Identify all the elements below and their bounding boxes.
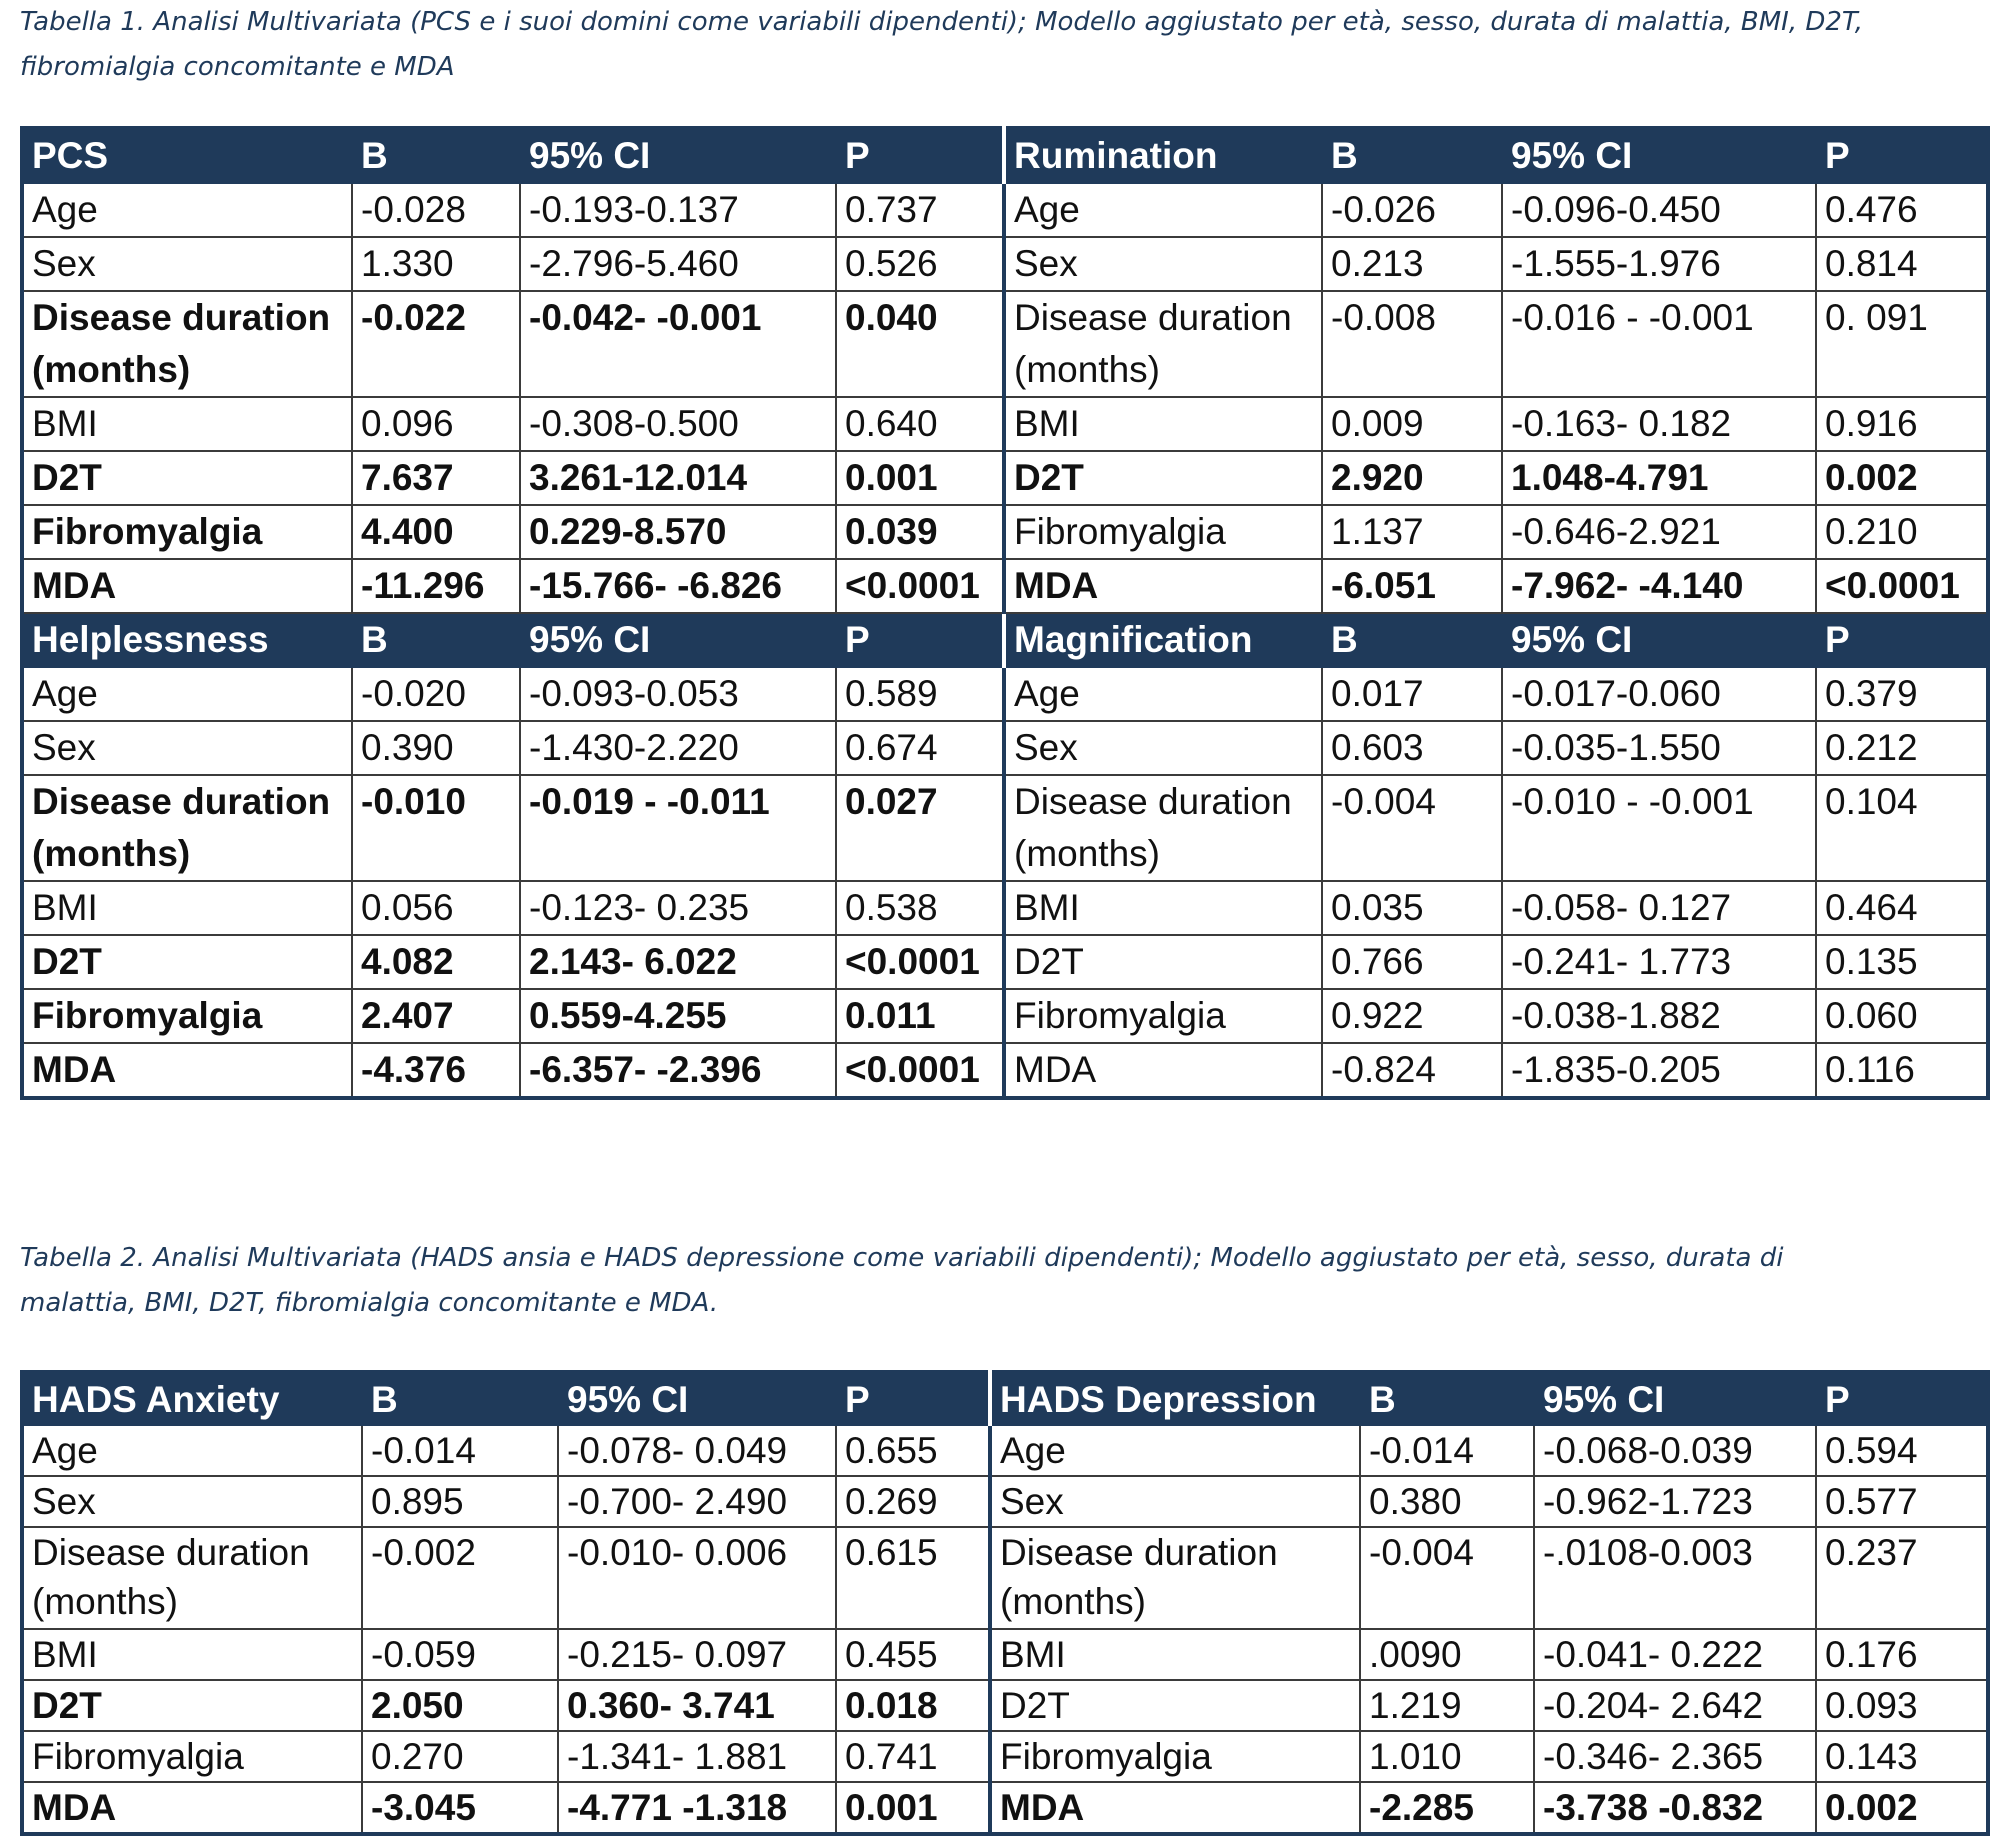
header-outcome: Magnification xyxy=(1004,613,1322,667)
table-row xyxy=(22,291,1988,397)
header-cell: 95% CI xyxy=(1502,128,1816,183)
value-cell: -0.016 - -0.001 xyxy=(1502,291,1816,397)
value-cell: 0.464 xyxy=(1816,881,1988,935)
row-label: BMI xyxy=(990,1629,1360,1680)
header-cell: P xyxy=(836,128,1004,183)
table-header-row xyxy=(22,1372,1988,1425)
value-cell: 0.379 xyxy=(1816,667,1988,721)
value-cell: -0.193-0.137 xyxy=(520,183,836,237)
value-cell: 0.104 xyxy=(1816,775,1988,881)
value-cell: <0.0001 xyxy=(836,935,1004,989)
value-cell: 0.017 xyxy=(1322,667,1502,721)
value-cell: -0.058- 0.127 xyxy=(1502,881,1816,935)
value-cell: -0.022 xyxy=(352,291,520,397)
value-cell: 0.176 xyxy=(1816,1629,1988,1680)
value-cell: 0.039 xyxy=(836,505,1004,559)
row-label: BMI xyxy=(22,397,352,451)
value-cell: 0.380 xyxy=(1360,1476,1534,1527)
value-cell: 0.615 xyxy=(836,1527,990,1629)
value-cell: -4.771 -1.318 xyxy=(558,1782,836,1834)
table1-multivariate-pcs xyxy=(20,126,1990,1100)
row-label: MDA xyxy=(1004,559,1322,613)
table-header-row xyxy=(22,613,1988,667)
value-cell: -0.059 xyxy=(362,1629,558,1680)
row-label: D2T xyxy=(1004,451,1322,505)
header-cell: 95% CI xyxy=(520,128,836,183)
header-outcome: Helplessness xyxy=(22,613,352,667)
table-row xyxy=(22,775,1988,881)
value-cell: 0.476 xyxy=(1816,183,1988,237)
row-label: MDA xyxy=(22,1782,362,1834)
row-label: Fibromyalgia xyxy=(990,1731,1360,1782)
value-cell: -0.010- 0.006 xyxy=(558,1527,836,1629)
header-cell: B xyxy=(1322,128,1502,183)
header-cell: B xyxy=(362,1372,558,1425)
value-cell: -0.019 - -0.011 xyxy=(520,775,836,881)
value-cell: -1.430-2.220 xyxy=(520,721,836,775)
value-cell: -1.341- 1.881 xyxy=(558,1731,836,1782)
header-cell: 95% CI xyxy=(1534,1372,1816,1425)
row-label: Disease duration (months) xyxy=(22,1527,362,1629)
table-row xyxy=(22,935,1988,989)
row-label: Fibromyalgia xyxy=(22,505,352,559)
value-cell: -2.285 xyxy=(1360,1782,1534,1834)
value-cell: 0.040 xyxy=(836,291,1004,397)
value-cell: -7.962- -4.140 xyxy=(1502,559,1816,613)
table-row xyxy=(22,1680,1988,1731)
value-cell: 0.096 xyxy=(352,397,520,451)
row-label: D2T xyxy=(1004,935,1322,989)
value-cell: -1.555-1.976 xyxy=(1502,237,1816,291)
header-cell: P xyxy=(836,613,1004,667)
row-label: Age xyxy=(22,667,352,721)
value-cell: 0.640 xyxy=(836,397,1004,451)
table-row xyxy=(22,721,1988,775)
table-row xyxy=(22,1731,1988,1782)
value-cell: 2.050 xyxy=(362,1680,558,1731)
value-cell: 0.060 xyxy=(1816,989,1988,1043)
value-cell: -.0108-0.003 xyxy=(1534,1527,1816,1629)
value-cell: 0.455 xyxy=(836,1629,990,1680)
row-label: Disease duration (months) xyxy=(1004,775,1322,881)
value-cell: 0.538 xyxy=(836,881,1004,935)
value-cell: -0.026 xyxy=(1322,183,1502,237)
header-cell: P xyxy=(836,1372,990,1425)
row-label: Disease duration (months) xyxy=(990,1527,1360,1629)
value-cell: 0.210 xyxy=(1816,505,1988,559)
value-cell: -0.215- 0.097 xyxy=(558,1629,836,1680)
value-cell: -0.096-0.450 xyxy=(1502,183,1816,237)
value-cell: -0.014 xyxy=(1360,1425,1534,1476)
value-cell: 3.261-12.014 xyxy=(520,451,836,505)
value-cell: -0.068-0.039 xyxy=(1534,1425,1816,1476)
header-cell: B xyxy=(1322,613,1502,667)
value-cell: -0.004 xyxy=(1322,775,1502,881)
value-cell: 7.637 xyxy=(352,451,520,505)
table1-caption: Tabella 1. Analisi Multivariata (PCS e i suoi domini come variabili dipendenti); Modello aggiustato per età, sesso, durata di malattia, BMI, D2T, fibromialgia concomitante e MDA xyxy=(20,7,1863,82)
value-cell: 0.056 xyxy=(352,881,520,935)
value-cell: -0.308-0.500 xyxy=(520,397,836,451)
header-outcome: PCS xyxy=(22,128,352,183)
value-cell: -0.014 xyxy=(362,1425,558,1476)
value-cell: -0.123- 0.235 xyxy=(520,881,836,935)
row-label: Sex xyxy=(990,1476,1360,1527)
table-row xyxy=(22,1782,1988,1834)
value-cell: -6.357- -2.396 xyxy=(520,1043,836,1098)
header-outcome: Rumination xyxy=(1004,128,1322,183)
value-cell: -0.020 xyxy=(352,667,520,721)
value-cell: 0.814 xyxy=(1816,237,1988,291)
table-row xyxy=(22,881,1988,935)
value-cell: 0.577 xyxy=(1816,1476,1988,1527)
value-cell: 4.082 xyxy=(352,935,520,989)
value-cell: -0.078- 0.049 xyxy=(558,1425,836,1476)
table-row xyxy=(22,505,1988,559)
header-cell: B xyxy=(1360,1372,1534,1425)
value-cell: -0.042- -0.001 xyxy=(520,291,836,397)
row-label: MDA xyxy=(22,1043,352,1098)
header-cell: P xyxy=(1816,613,1988,667)
row-label: Fibromyalgia xyxy=(1004,989,1322,1043)
value-cell: 0.212 xyxy=(1816,721,1988,775)
value-cell: 0.011 xyxy=(836,989,1004,1043)
row-label: MDA xyxy=(990,1782,1360,1834)
row-label: BMI xyxy=(22,881,352,935)
value-cell: -0.346- 2.365 xyxy=(1534,1731,1816,1782)
table-row xyxy=(22,1476,1988,1527)
value-cell: 0.001 xyxy=(836,1782,990,1834)
value-cell: .0090 xyxy=(1360,1629,1534,1680)
table-row xyxy=(22,989,1988,1043)
table2-multivariate-hads xyxy=(20,1370,1990,1836)
table-row xyxy=(22,451,1988,505)
row-label: Sex xyxy=(1004,721,1322,775)
value-cell: -6.051 xyxy=(1322,559,1502,613)
value-cell: 0.737 xyxy=(836,183,1004,237)
table-row xyxy=(22,1425,1988,1476)
value-cell: 0.018 xyxy=(836,1680,990,1731)
value-cell: -0.093-0.053 xyxy=(520,667,836,721)
value-cell: 2.407 xyxy=(352,989,520,1043)
value-cell: 0.002 xyxy=(1816,1782,1988,1834)
row-label: Fibromyalgia xyxy=(22,989,352,1043)
table2-caption: Tabella 2. Analisi Multivariata (HADS ansia e HADS depressione come variabili dipendenti); Modello aggiustato per età, sesso, durata di malattia, BMI, D2T, fibromialgia concomitante e MDA. xyxy=(20,1243,1784,1318)
row-label: Sex xyxy=(22,721,352,775)
value-cell: 0.922 xyxy=(1322,989,1502,1043)
value-cell: 0.237 xyxy=(1816,1527,1988,1629)
value-cell: -3.045 xyxy=(362,1782,558,1834)
row-label: Disease duration (months) xyxy=(22,291,352,397)
value-cell: -0.004 xyxy=(1360,1527,1534,1629)
row-label: D2T xyxy=(22,935,352,989)
value-cell: -0.163- 0.182 xyxy=(1502,397,1816,451)
table-row xyxy=(22,667,1988,721)
value-cell: <0.0001 xyxy=(836,559,1004,613)
value-cell: 0.135 xyxy=(1816,935,1988,989)
row-label: MDA xyxy=(22,559,352,613)
value-cell: -0.017-0.060 xyxy=(1502,667,1816,721)
value-cell: -0.038-1.882 xyxy=(1502,989,1816,1043)
value-cell: 0.603 xyxy=(1322,721,1502,775)
value-cell: -1.835-0.205 xyxy=(1502,1043,1816,1098)
value-cell: <0.0001 xyxy=(1816,559,1988,613)
value-cell: 0.229-8.570 xyxy=(520,505,836,559)
value-cell: 1.330 xyxy=(352,237,520,291)
header-cell: P xyxy=(1816,1372,1988,1425)
value-cell: 1.048-4.791 xyxy=(1502,451,1816,505)
value-cell: 0.009 xyxy=(1322,397,1502,451)
row-label: Disease duration (months) xyxy=(1004,291,1322,397)
row-label: Fibromyalgia xyxy=(1004,505,1322,559)
value-cell: 2.143- 6.022 xyxy=(520,935,836,989)
value-cell: 0.526 xyxy=(836,237,1004,291)
value-cell: 1.137 xyxy=(1322,505,1502,559)
row-label: Fibromyalgia xyxy=(22,1731,362,1782)
value-cell: 0.741 xyxy=(836,1731,990,1782)
value-cell: 0.002 xyxy=(1816,451,1988,505)
value-cell: 0.027 xyxy=(836,775,1004,881)
value-cell: -0.035-1.550 xyxy=(1502,721,1816,775)
value-cell: -0.010 - -0.001 xyxy=(1502,775,1816,881)
row-label: D2T xyxy=(22,451,352,505)
table-row xyxy=(22,183,1988,237)
header-cell: P xyxy=(1816,128,1988,183)
value-cell: 0.589 xyxy=(836,667,1004,721)
row-label: Age xyxy=(990,1425,1360,1476)
value-cell: -0.041- 0.222 xyxy=(1534,1629,1816,1680)
row-label: Sex xyxy=(22,1476,362,1527)
header-cell: 95% CI xyxy=(520,613,836,667)
table-row xyxy=(22,559,1988,613)
value-cell: 0.895 xyxy=(362,1476,558,1527)
row-label: Age xyxy=(22,183,352,237)
value-cell: 0.559-4.255 xyxy=(520,989,836,1043)
table-row xyxy=(22,1629,1988,1680)
table-header-row xyxy=(22,128,1988,183)
value-cell: -0.241- 1.773 xyxy=(1502,935,1816,989)
value-cell: -0.646-2.921 xyxy=(1502,505,1816,559)
value-cell: 0.360- 3.741 xyxy=(558,1680,836,1731)
header-cell: B xyxy=(352,613,520,667)
table-row xyxy=(22,397,1988,451)
table-row xyxy=(22,1043,1988,1098)
value-cell: -0.962-1.723 xyxy=(1534,1476,1816,1527)
header-cell: 95% CI xyxy=(558,1372,836,1425)
row-label: BMI xyxy=(1004,397,1322,451)
value-cell: 0.116 xyxy=(1816,1043,1988,1098)
row-label: BMI xyxy=(1004,881,1322,935)
value-cell: 0.001 xyxy=(836,451,1004,505)
row-label: MDA xyxy=(1004,1043,1322,1098)
row-label: Age xyxy=(1004,667,1322,721)
header-cell: 95% CI xyxy=(1502,613,1816,667)
value-cell: -11.296 xyxy=(352,559,520,613)
value-cell: -0.824 xyxy=(1322,1043,1502,1098)
value-cell: -0.204- 2.642 xyxy=(1534,1680,1816,1731)
value-cell: 0. 091 xyxy=(1816,291,1988,397)
row-label: D2T xyxy=(990,1680,1360,1731)
header-outcome: HADS Anxiety xyxy=(22,1372,362,1425)
header-cell: B xyxy=(352,128,520,183)
value-cell: 0.390 xyxy=(352,721,520,775)
value-cell: 0.594 xyxy=(1816,1425,1988,1476)
value-cell: 1.219 xyxy=(1360,1680,1534,1731)
value-cell: 1.010 xyxy=(1360,1731,1534,1782)
value-cell: 2.920 xyxy=(1322,451,1502,505)
value-cell: -0.008 xyxy=(1322,291,1502,397)
value-cell: 0.655 xyxy=(836,1425,990,1476)
row-label: D2T xyxy=(22,1680,362,1731)
value-cell: -0.002 xyxy=(362,1527,558,1629)
value-cell: 0.269 xyxy=(836,1476,990,1527)
value-cell: -15.766- -6.826 xyxy=(520,559,836,613)
table-row xyxy=(22,237,1988,291)
value-cell: 0.916 xyxy=(1816,397,1988,451)
value-cell: 4.400 xyxy=(352,505,520,559)
value-cell: -2.796-5.460 xyxy=(520,237,836,291)
row-label: Age xyxy=(1004,183,1322,237)
table-row xyxy=(22,1527,1988,1629)
value-cell: -0.028 xyxy=(352,183,520,237)
value-cell: -3.738 -0.832 xyxy=(1534,1782,1816,1834)
value-cell: 0.213 xyxy=(1322,237,1502,291)
value-cell: 0.270 xyxy=(362,1731,558,1782)
value-cell: 0.143 xyxy=(1816,1731,1988,1782)
row-label: Sex xyxy=(22,237,352,291)
value-cell: <0.0001 xyxy=(836,1043,1004,1098)
row-label: Age xyxy=(22,1425,362,1476)
value-cell: -4.376 xyxy=(352,1043,520,1098)
row-label: Disease duration (months) xyxy=(22,775,352,881)
header-outcome: HADS Depression xyxy=(990,1372,1360,1425)
value-cell: -0.010 xyxy=(352,775,520,881)
row-label: Sex xyxy=(1004,237,1322,291)
value-cell: 0.674 xyxy=(836,721,1004,775)
row-label: BMI xyxy=(22,1629,362,1680)
value-cell: 0.035 xyxy=(1322,881,1502,935)
value-cell: 0.766 xyxy=(1322,935,1502,989)
value-cell: 0.093 xyxy=(1816,1680,1988,1731)
value-cell: -0.700- 2.490 xyxy=(558,1476,836,1527)
